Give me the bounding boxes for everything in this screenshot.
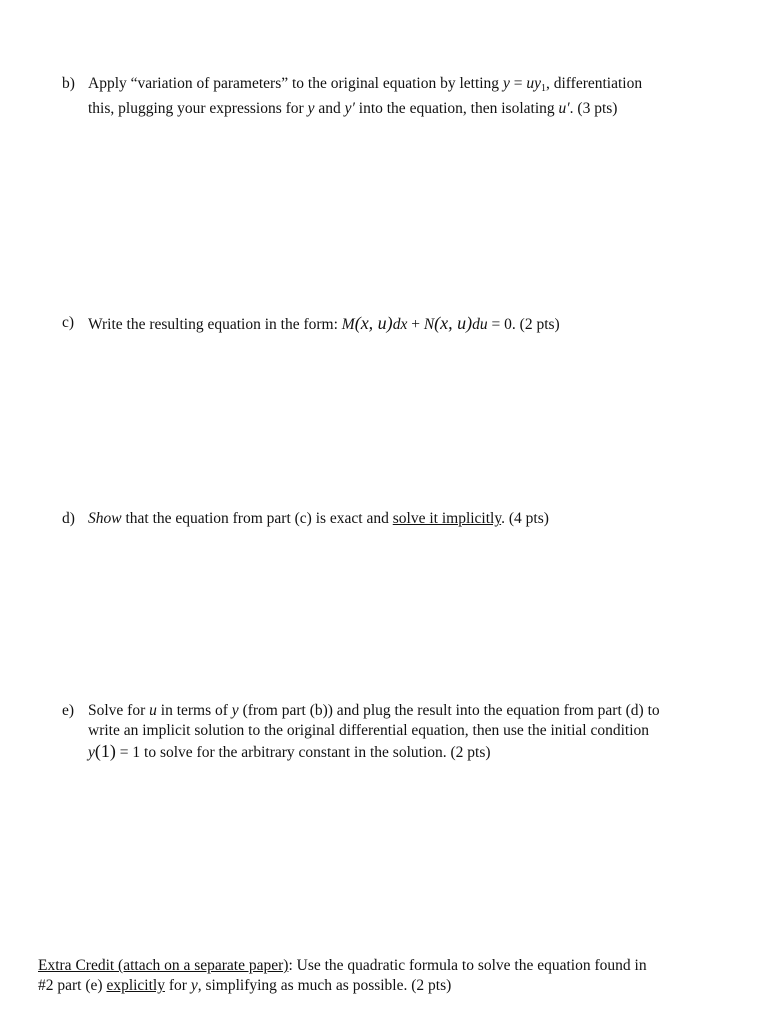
question-c	[62, 313, 742, 335]
question-marker: e)	[62, 702, 75, 719]
question-text: into the equation, then isolating	[358, 100, 555, 117]
question-text: (from part (b)) and plug the result into the equation from part (d) to	[242, 702, 660, 719]
extra-credit-line2	[38, 976, 738, 996]
question-b-line1	[88, 74, 742, 99]
variable-y: y	[231, 702, 239, 719]
extra-credit-text: #2 part (e)	[38, 977, 103, 994]
points-label: . (2 pts)	[511, 316, 560, 333]
question-d	[62, 509, 742, 529]
variable-u-prime: u′	[558, 100, 570, 117]
equation-rhs: = 0	[487, 316, 512, 333]
question-text: , differentiation	[545, 75, 643, 92]
equation-M: M	[341, 316, 355, 333]
underlined-solve-implicitly: solve it implicitly	[392, 510, 502, 527]
extra-credit-text: , simplifying as much as possible. (2 pts)	[197, 977, 452, 994]
question-c-line1	[88, 313, 742, 335]
question-e-line3	[88, 741, 742, 763]
equation-N: N	[423, 316, 435, 333]
question-e	[62, 701, 742, 763]
extra-credit-text: for	[168, 977, 187, 994]
question-marker: b)	[62, 75, 75, 92]
equation-subscript: 1	[540, 83, 546, 94]
question-text: in terms of	[160, 702, 228, 719]
variable-u: u	[149, 702, 157, 719]
question-text: and	[318, 100, 341, 117]
equation-equals: =	[509, 75, 527, 92]
variable-y-prime: y′	[344, 100, 355, 117]
equation-dx: dx	[392, 316, 408, 333]
question-text: Apply “variation of parameters” to the original equation by letting	[88, 75, 500, 92]
variable-y: y	[307, 100, 315, 117]
underlined-explicitly: explicitly	[106, 977, 165, 994]
equation-uy: uy	[526, 75, 541, 92]
initial-condition-arg: (1)	[94, 741, 116, 761]
question-text: this, plugging your expressions for	[88, 100, 304, 117]
question-text: to solve for the arbitrary constant in the solution. (2 pts)	[144, 744, 491, 761]
extra-credit-line1	[38, 956, 738, 976]
emphasis-show: Show	[88, 510, 122, 527]
question-b-line2	[88, 99, 742, 119]
equation-args: (x, u)	[434, 313, 473, 333]
question-e-line1	[88, 701, 742, 721]
equation-args: (x, u)	[354, 313, 393, 333]
extra-credit-label: Extra Credit (attach on a separate paper)	[38, 957, 289, 974]
question-text: that the equation from part (c) is exact and	[125, 510, 389, 527]
extra-credit-text: : Use the quadratic formula to solve the equation found in	[288, 957, 647, 974]
question-marker: d)	[62, 510, 75, 527]
question-e-line2	[88, 721, 742, 741]
question-text: write an implicit solution to the original differential equation, then use the initial condition	[88, 722, 650, 739]
question-b	[62, 74, 742, 119]
initial-condition-y: y	[88, 744, 95, 761]
equation-du: du	[472, 316, 488, 333]
points-label: . (4 pts)	[501, 510, 549, 527]
variable-y: y	[190, 977, 198, 994]
question-marker: c)	[62, 314, 75, 331]
equation-plus: +	[407, 316, 424, 333]
points-label: . (3 pts)	[569, 100, 618, 117]
extra-credit	[38, 956, 738, 996]
question-text: Solve for	[88, 702, 146, 719]
question-text: Write the resulting equation in the form:	[88, 316, 338, 333]
equation-y: y	[502, 75, 510, 92]
question-d-line1	[88, 509, 742, 529]
initial-condition-rhs: = 1	[115, 744, 141, 761]
